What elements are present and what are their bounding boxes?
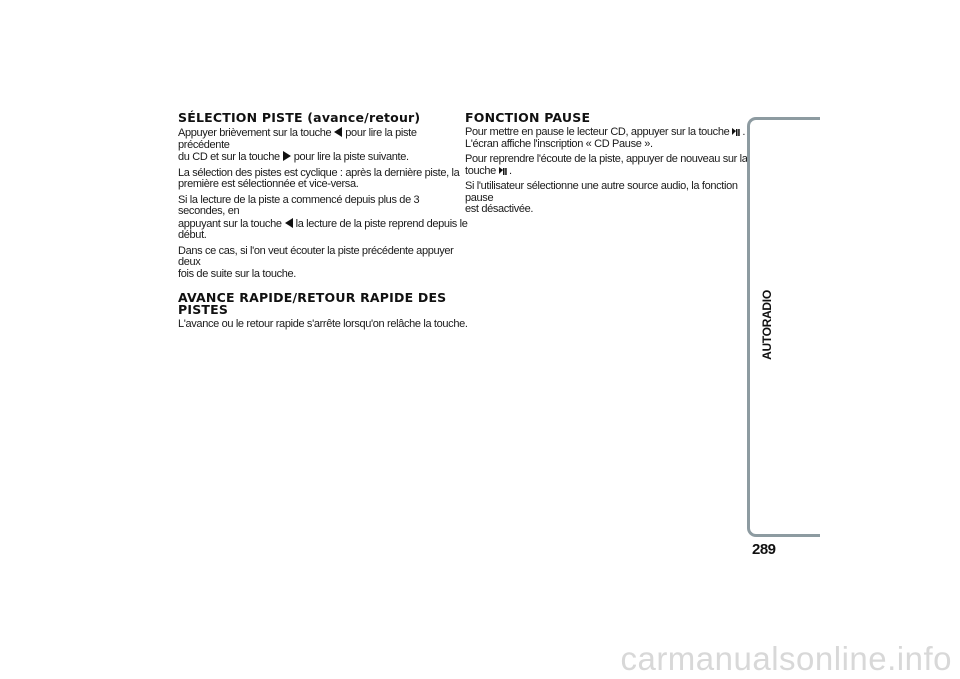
text: appuyant sur la touche [178,217,282,230]
text: . [742,126,746,138]
paragraph [465,127,755,150]
text: . [508,164,512,177]
text: PISTES [178,302,229,317]
previous-track-icon [285,218,293,228]
text: Si l'utilisateur sélectionne une autre source audio, la fonction pause [465,180,738,204]
text: la lecture de la piste reprend depuis le [295,217,468,230]
next-track-icon [283,151,291,161]
play-pause-icon [731,127,740,137]
paragraph [178,246,468,281]
text: La sélection des pistes est cyclique : après la dernière piste, la [178,166,460,179]
text: est désactivée. [465,203,534,215]
text: Si la lecture de la piste a commencé depuis plus de 3 secondes, en [178,193,420,217]
text: L'écran affiche l'inscription « CD Pause ». [465,137,653,150]
text: touche [465,164,496,177]
play-pause-icon [498,166,507,176]
section-tab-label: AUTORADIO [760,290,774,360]
paragraph [465,181,755,216]
heading-fonction-pause: FONCTION PAUSE [465,110,591,125]
paragraph: L'avance ou le retour rapide s'arrête lorsqu'on relâche la touche. [178,318,468,330]
page-number: 289 [752,541,776,558]
heading-selection-piste: SÉLECTION PISTE (avance/retour) [178,110,421,125]
text: du CD et sur la touche [178,151,280,163]
text: Pour reprendre l'écoute de la piste, appuyer de nouveau sur la [465,153,748,165]
paragraph [178,195,468,242]
heading-avance-rapide [178,292,468,316]
left-column [178,112,468,335]
text: première est sélectionnée et vice-versa. [178,178,359,190]
previous-track-icon [334,127,342,137]
text: Dans ce cas, si l'on veut écouter la piste précédente appuyer deux [178,244,454,268]
watermark: carmanualsonline.info [620,640,952,677]
paragraph [178,127,468,164]
paragraph [178,168,468,191]
text: pour lire la piste suivante. [293,151,409,163]
section-tab-bracket [747,117,820,537]
text: Pour mettre en pause le lecteur CD, appuyer sur la touche [465,126,730,138]
text: AVANCE RAPIDE/RETOUR RAPIDE DES [178,290,447,305]
text: pour lire la piste précédente [178,127,417,151]
text: Appuyer brièvement sur la touche [178,127,332,139]
text: fois de suite sur la touche. [178,267,296,280]
text: début. [178,229,207,241]
paragraph [465,154,755,177]
right-column [465,112,755,220]
